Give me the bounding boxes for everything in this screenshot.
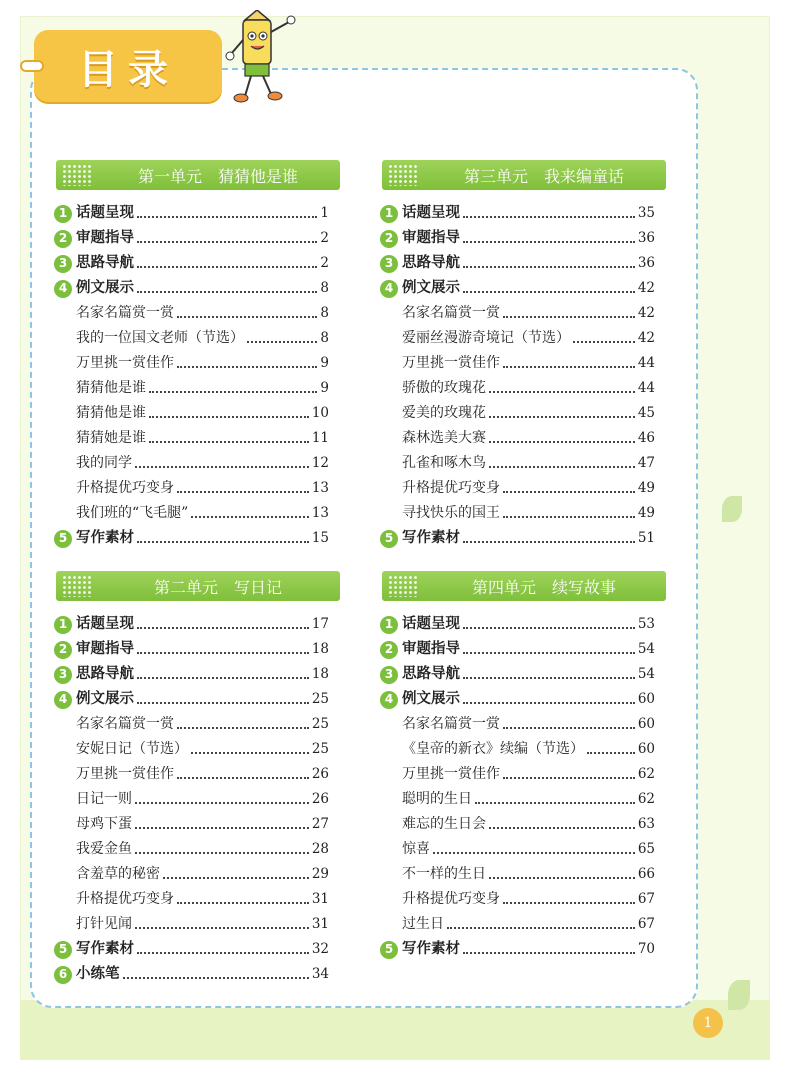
section-number-badge: 6 — [54, 966, 72, 984]
unit-header-3 — [382, 160, 666, 190]
entry-page-number: 54 — [637, 641, 655, 657]
dot-leader — [463, 952, 635, 954]
entry-page-number: 67 — [637, 916, 655, 932]
entry-label: 话题呈现 — [76, 205, 134, 221]
entry-label: 例文展示 — [402, 280, 460, 296]
entry-page-number: 9 — [320, 380, 329, 396]
toc-article-entry[interactable] — [380, 912, 655, 937]
toc-section-entry[interactable] — [54, 962, 329, 987]
entry-label: 名家名篇赏一赏 — [402, 305, 500, 321]
entry-label: 名家名篇赏一赏 — [76, 305, 174, 321]
dot-leader — [463, 216, 635, 218]
entry-page-number: 70 — [637, 941, 655, 957]
entry-label: 万里挑一赏佳作 — [76, 766, 174, 782]
entry-page-number: 25 — [311, 691, 329, 707]
entry-label: 骄傲的玫瑰花 — [402, 380, 486, 396]
dot-leader — [137, 652, 309, 654]
toc-article-entry[interactable] — [54, 787, 329, 812]
entry-label: 写作素材 — [402, 530, 460, 546]
entry-page-number: 54 — [637, 666, 655, 682]
dot-leader — [463, 702, 635, 704]
entry-label: 孔雀和啄木鸟 — [402, 455, 486, 471]
toc-list-unit-2 — [54, 612, 329, 987]
toc-section-entry[interactable] — [380, 637, 655, 662]
toc-article-entry[interactable] — [380, 426, 655, 451]
toc-section-entry[interactable] — [54, 612, 329, 637]
toc-article-entry[interactable] — [54, 326, 329, 351]
entry-page-number: 8 — [320, 330, 329, 346]
section-number-badge: 5 — [54, 530, 72, 548]
section-number-badge: 3 — [380, 255, 398, 273]
title-tab — [34, 30, 222, 102]
entry-page-number: 67 — [637, 891, 655, 907]
dot-leader — [137, 541, 309, 543]
unit-header-1 — [56, 160, 340, 190]
dot-leader — [135, 927, 309, 929]
entry-page-number: 60 — [637, 716, 655, 732]
entry-label: 审题指导 — [76, 641, 134, 657]
entry-label: 话题呈现 — [402, 616, 460, 632]
entry-page-number: 60 — [637, 691, 655, 707]
section-number-badge: 1 — [54, 205, 72, 223]
entry-label: 爱丽丝漫游奇境记（节选） — [402, 330, 570, 346]
section-number-badge: 2 — [54, 230, 72, 248]
dot-leader — [475, 802, 635, 804]
toc-article-entry[interactable] — [380, 326, 655, 351]
dot-leader — [489, 877, 635, 879]
dot-leader — [137, 627, 309, 629]
dots-icon — [62, 575, 92, 597]
toc-article-entry[interactable] — [380, 401, 655, 426]
entry-label: 安妮日记（节选） — [76, 741, 188, 757]
entry-page-number: 62 — [637, 766, 655, 782]
entry-page-number: 49 — [637, 480, 655, 496]
entry-page-number: 1 — [320, 205, 329, 221]
entry-label: 森林选美大赛 — [402, 430, 486, 446]
dot-leader — [191, 752, 309, 754]
entry-label: 我的一位国文老师（节选） — [76, 330, 244, 346]
entry-page-number: 47 — [637, 455, 655, 471]
entry-label: 打针见闻 — [76, 916, 132, 932]
dot-leader — [433, 852, 635, 854]
section-number-badge: 5 — [380, 941, 398, 959]
leaf-decoration — [722, 496, 742, 522]
entry-label: 不一样的生日 — [402, 866, 486, 882]
entry-label: 例文展示 — [76, 280, 134, 296]
dot-leader — [489, 827, 635, 829]
entry-label: 万里挑一赏佳作 — [402, 766, 500, 782]
entry-page-number: 15 — [311, 530, 329, 546]
dot-leader — [177, 727, 309, 729]
section-number-badge: 1 — [380, 616, 398, 634]
toc-article-entry[interactable] — [380, 501, 655, 526]
entry-page-number: 60 — [637, 741, 655, 757]
entry-page-number: 26 — [311, 791, 329, 807]
entry-page-number: 27 — [311, 816, 329, 832]
pencil-mascot-icon — [225, 10, 305, 110]
dot-leader — [489, 391, 635, 393]
dot-leader — [587, 752, 635, 754]
entry-page-number: 18 — [311, 641, 329, 657]
section-number-badge: 4 — [54, 691, 72, 709]
toc-article-entry[interactable] — [54, 712, 329, 737]
entry-label: 思路导航 — [76, 255, 134, 271]
dot-leader — [463, 266, 635, 268]
entry-label: 升格提优巧变身 — [76, 891, 174, 907]
entry-page-number: 63 — [637, 816, 655, 832]
toc-section-entry[interactable] — [380, 662, 655, 687]
entry-page-number: 32 — [311, 941, 329, 957]
toc-section-entry[interactable] — [54, 251, 329, 276]
toc-article-entry[interactable] — [54, 401, 329, 426]
toc-article-entry[interactable] — [54, 376, 329, 401]
entry-page-number: 45 — [637, 405, 655, 421]
entry-page-number: 44 — [637, 355, 655, 371]
unit-header-label: 第三单元 我来编童话 — [463, 166, 624, 186]
dot-leader — [137, 952, 309, 954]
toc-article-entry[interactable] — [54, 837, 329, 862]
dot-leader — [447, 927, 635, 929]
dot-leader — [135, 802, 309, 804]
dot-leader — [137, 291, 317, 293]
entry-label: 母鸡下蛋 — [76, 816, 132, 832]
dot-leader — [247, 341, 317, 343]
entry-page-number: 42 — [637, 280, 655, 296]
entry-label: 写作素材 — [76, 530, 134, 546]
toc-section-entry[interactable] — [380, 226, 655, 251]
bottom-band — [20, 1000, 770, 1060]
dot-leader — [489, 466, 635, 468]
dot-leader — [177, 777, 309, 779]
toc-section-entry[interactable] — [54, 526, 329, 551]
entry-page-number: 65 — [637, 841, 655, 857]
toc-section-entry[interactable] — [380, 937, 655, 962]
entry-page-number: 9 — [320, 355, 329, 371]
toc-section-entry[interactable] — [54, 226, 329, 251]
entry-page-number: 46 — [637, 430, 655, 446]
dot-leader — [463, 677, 635, 679]
toc-article-entry[interactable] — [54, 762, 329, 787]
page-title: 目录 — [78, 46, 178, 93]
toc-article-entry[interactable] — [380, 787, 655, 812]
section-number-badge: 5 — [54, 941, 72, 959]
entry-page-number: 36 — [637, 230, 655, 246]
toc-article-entry[interactable] — [380, 476, 655, 501]
unit-header-label: 第一单元 猜猜他是谁 — [137, 166, 298, 186]
entry-label: 思路导航 — [402, 666, 460, 682]
dot-leader — [191, 516, 308, 518]
entry-label: 话题呈现 — [76, 616, 134, 632]
toc-section-entry[interactable] — [54, 276, 329, 301]
entry-page-number: 2 — [320, 230, 329, 246]
entry-label: 审题指导 — [402, 641, 460, 657]
toc-article-entry[interactable] — [54, 501, 329, 526]
entry-page-number: 17 — [311, 616, 329, 632]
dot-leader — [463, 291, 635, 293]
toc-article-entry[interactable] — [54, 887, 329, 912]
entry-page-number: 44 — [637, 380, 655, 396]
entry-label: 升格提优巧变身 — [402, 480, 500, 496]
dot-leader — [135, 827, 309, 829]
toc-article-entry[interactable] — [380, 887, 655, 912]
section-number-badge: 4 — [380, 280, 398, 298]
entry-label: 万里挑一赏佳作 — [402, 355, 500, 371]
section-number-badge: 3 — [54, 255, 72, 273]
dot-leader — [135, 466, 309, 468]
toc-article-entry[interactable] — [54, 426, 329, 451]
dot-leader — [489, 441, 635, 443]
entry-page-number: 8 — [320, 280, 329, 296]
dot-leader — [463, 652, 635, 654]
entry-label: 我爱金鱼 — [76, 841, 132, 857]
entry-page-number: 42 — [637, 305, 655, 321]
page-number-badge: 1 — [693, 1008, 723, 1038]
entry-label: 日记一则 — [76, 791, 132, 807]
entry-label: 审题指导 — [76, 230, 134, 246]
toc-article-entry[interactable] — [54, 451, 329, 476]
dot-leader — [177, 316, 317, 318]
toc-article-entry[interactable] — [380, 451, 655, 476]
entry-page-number: 42 — [637, 330, 655, 346]
dot-leader — [137, 677, 309, 679]
section-number-badge: 4 — [380, 691, 398, 709]
dot-leader — [137, 702, 309, 704]
dot-leader — [573, 341, 635, 343]
entry-label: 写作素材 — [402, 941, 460, 957]
entry-label: 猜猜他是谁 — [76, 405, 146, 421]
toc-article-entry[interactable] — [380, 837, 655, 862]
dots-icon — [388, 164, 418, 186]
toc-section-entry[interactable] — [380, 251, 655, 276]
entry-label: 例文展示 — [402, 691, 460, 707]
dot-leader — [503, 902, 635, 904]
entry-label: 含羞草的秘密 — [76, 866, 160, 882]
entry-page-number: 2 — [320, 255, 329, 271]
toc-section-entry[interactable] — [54, 201, 329, 226]
toc-section-entry[interactable] — [380, 612, 655, 637]
toc-article-entry[interactable] — [54, 737, 329, 762]
toc-article-entry[interactable] — [380, 737, 655, 762]
entry-page-number: 25 — [311, 741, 329, 757]
entry-page-number: 35 — [637, 205, 655, 221]
dot-leader — [137, 216, 317, 218]
entry-label: 审题指导 — [402, 230, 460, 246]
dot-leader — [149, 391, 317, 393]
toc-section-entry[interactable] — [54, 687, 329, 712]
dot-leader — [503, 491, 635, 493]
leaf-decoration — [728, 980, 750, 1010]
section-number-badge: 5 — [380, 530, 398, 548]
entry-page-number: 51 — [637, 530, 655, 546]
toc-article-entry[interactable] — [54, 476, 329, 501]
dots-icon — [62, 164, 92, 186]
toc-article-entry[interactable] — [54, 301, 329, 326]
dot-leader — [123, 977, 309, 979]
entry-page-number: 11 — [311, 430, 329, 446]
entry-label: 万里挑一赏佳作 — [76, 355, 174, 371]
entry-label: 惊喜 — [402, 841, 430, 857]
entry-page-number: 34 — [311, 966, 329, 982]
toc-list-unit-1 — [54, 201, 329, 551]
entry-label: 过生日 — [402, 916, 444, 932]
toc-article-entry[interactable] — [54, 862, 329, 887]
entry-label: 名家名篇赏一赏 — [76, 716, 174, 732]
section-number-badge: 2 — [380, 230, 398, 248]
toc-article-entry[interactable] — [380, 812, 655, 837]
entry-page-number: 53 — [637, 616, 655, 632]
toc-article-entry[interactable] — [380, 712, 655, 737]
dot-leader — [503, 777, 635, 779]
entry-label: 难忘的生日会 — [402, 816, 486, 832]
section-number-badge: 3 — [54, 666, 72, 684]
dot-leader — [489, 416, 635, 418]
toc-section-entry[interactable] — [380, 687, 655, 712]
entry-page-number: 36 — [637, 255, 655, 271]
dots-icon — [388, 575, 418, 597]
unit-header-2 — [56, 571, 340, 601]
dot-leader — [503, 366, 635, 368]
toc-article-entry[interactable] — [380, 351, 655, 376]
dot-leader — [149, 416, 309, 418]
entry-label: 小练笔 — [76, 966, 120, 982]
entry-label: 思路导航 — [76, 666, 134, 682]
entry-label: 例文展示 — [76, 691, 134, 707]
dot-leader — [149, 441, 309, 443]
entry-label: 写作素材 — [76, 941, 134, 957]
entry-label: 话题呈现 — [402, 205, 460, 221]
dot-leader — [503, 727, 635, 729]
entry-page-number: 49 — [637, 505, 655, 521]
dot-leader — [463, 241, 635, 243]
dot-leader — [177, 902, 309, 904]
dot-leader — [177, 491, 309, 493]
entry-label: 我们班的“飞毛腿” — [76, 505, 189, 521]
entry-page-number: 31 — [311, 916, 329, 932]
entry-page-number: 29 — [311, 866, 329, 882]
toc-article-entry[interactable] — [54, 812, 329, 837]
entry-page-number: 12 — [311, 455, 329, 471]
unit-header-label: 第二单元 写日记 — [153, 577, 282, 597]
entry-label: 爱美的玫瑰花 — [402, 405, 486, 421]
entry-page-number: 10 — [311, 405, 329, 421]
entry-page-number: 18 — [311, 666, 329, 682]
dot-leader — [463, 627, 635, 629]
entry-page-number: 62 — [637, 791, 655, 807]
dot-leader — [137, 241, 317, 243]
entry-label: 升格提优巧变身 — [76, 480, 174, 496]
entry-page-number: 66 — [637, 866, 655, 882]
section-number-badge: 1 — [54, 616, 72, 634]
entry-label: 我的同学 — [76, 455, 132, 471]
section-number-badge: 2 — [54, 641, 72, 659]
toc-section-entry[interactable] — [54, 662, 329, 687]
dot-leader — [177, 366, 317, 368]
dot-leader — [135, 852, 309, 854]
entry-label: 猜猜她是谁 — [76, 430, 146, 446]
unit-header-label: 第四单元 续写故事 — [471, 577, 616, 597]
toc-section-entry[interactable] — [54, 937, 329, 962]
toc-article-entry[interactable] — [54, 351, 329, 376]
entry-page-number: 8 — [320, 305, 329, 321]
toc-section-entry[interactable] — [380, 276, 655, 301]
dot-leader — [463, 541, 635, 543]
dot-leader — [503, 316, 635, 318]
toc-article-entry[interactable] — [54, 912, 329, 937]
toc-list-unit-3 — [380, 201, 655, 551]
dot-leader — [503, 516, 635, 518]
entry-label: 《皇帝的新衣》续编（节选） — [402, 741, 584, 757]
entry-page-number: 25 — [311, 716, 329, 732]
entry-label: 聪明的生日 — [402, 791, 472, 807]
entry-label: 猜猜他是谁 — [76, 380, 146, 396]
entry-page-number: 28 — [311, 841, 329, 857]
toc-article-entry[interactable] — [380, 376, 655, 401]
toc-article-entry[interactable] — [380, 762, 655, 787]
section-number-badge: 4 — [54, 280, 72, 298]
entry-label: 寻找快乐的国王 — [402, 505, 500, 521]
section-number-badge: 1 — [380, 205, 398, 223]
toc-section-entry[interactable] — [380, 526, 655, 551]
entry-page-number: 26 — [311, 766, 329, 782]
unit-header-4 — [382, 571, 666, 601]
toc-article-entry[interactable] — [380, 862, 655, 887]
toc-list-unit-4 — [380, 612, 655, 962]
entry-label: 思路导航 — [402, 255, 460, 271]
entry-label: 名家名篇赏一赏 — [402, 716, 500, 732]
toc-section-entry[interactable] — [54, 637, 329, 662]
dot-leader — [137, 266, 317, 268]
entry-page-number: 13 — [311, 480, 329, 496]
toc-article-entry[interactable] — [380, 301, 655, 326]
section-number-badge: 2 — [380, 641, 398, 659]
entry-page-number: 13 — [311, 505, 329, 521]
entry-label: 升格提优巧变身 — [402, 891, 500, 907]
section-number-badge: 3 — [380, 666, 398, 684]
toc-section-entry[interactable] — [380, 201, 655, 226]
dot-leader — [163, 877, 309, 879]
entry-page-number: 31 — [311, 891, 329, 907]
